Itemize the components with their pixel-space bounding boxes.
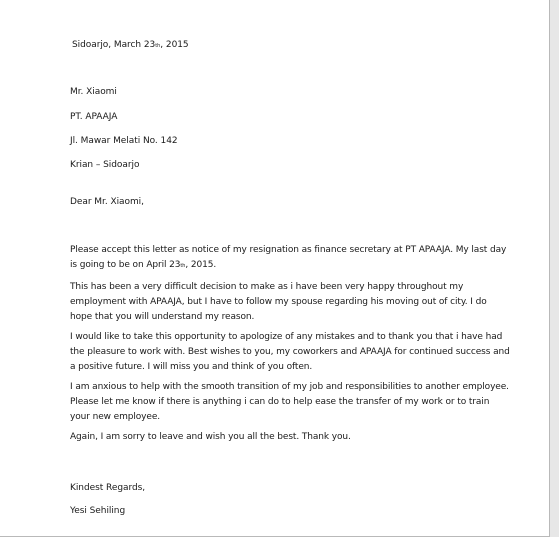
date-ordinal: th (155, 43, 161, 49)
paragraph-1-end: , 2015. (185, 260, 217, 270)
paragraph-3: I would like to take this opportunity to apologize of any mistakes and to thank you that i have had the pleasure to work with. Best wishes to you, my coworkers and APAAJA for continued success and a positive future. I will miss you and think of you often. (70, 332, 510, 372)
paragraph-5: Again, I am sorry to leave and wish you all the best. Thank you. (70, 432, 351, 442)
paragraph-1-text: Please accept this letter as notice of my resignation as finance secretary at PT APAAJA. My last day is going to be on April 23 (70, 245, 507, 270)
window-edge (550, 0, 559, 537)
closing: Kindest Regards, (70, 483, 146, 493)
signature-name: Yesi Sehiling (70, 506, 126, 516)
date-text: Sidoarjo, March 23 (72, 40, 156, 50)
recipient-company: PT. APAAJA (70, 112, 118, 122)
paragraph-4: I am anxious to help with the smooth transition of my job and responsibilities to another employee. Please let me know if there is anything i can do to help ease the transfer of my work or to train your new employee. (70, 382, 509, 422)
salutation: Dear Mr. Xiaomi, (70, 197, 144, 207)
recipient-city: Krian – Sidoarjo (70, 160, 140, 170)
paragraph-1 (70, 243, 510, 273)
recipient-street: Jl. Mawar Melati No. 142 (70, 136, 178, 146)
recipient-name: Mr. Xiaomi (70, 87, 117, 97)
letter-date (72, 40, 189, 50)
paragraph-1-ordinal: th (180, 263, 186, 269)
paragraph-2: This has been a very difficult decision to make as i have been very happy throughout my employment with APAAJA, but I have to follow my spouse regarding his moving out of city. I do hope that you will understand my reason. (70, 282, 487, 322)
date-year: , 2015 (160, 40, 189, 50)
